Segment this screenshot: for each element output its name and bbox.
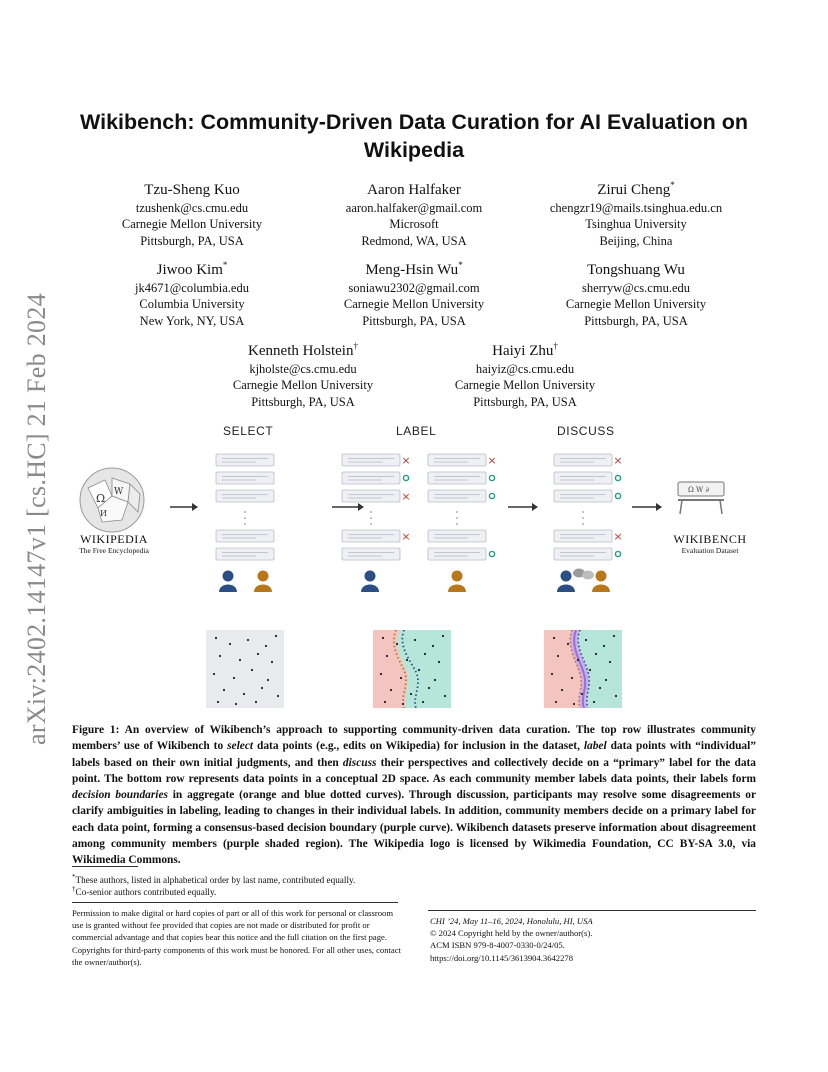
data-point bbox=[603, 645, 605, 647]
footnote-rule bbox=[72, 866, 138, 867]
data-card bbox=[554, 454, 612, 466]
ellipsis-dot bbox=[370, 511, 372, 513]
data-point bbox=[213, 673, 215, 675]
data-point bbox=[229, 643, 231, 645]
data-point bbox=[599, 687, 601, 689]
author-affiliation: Tsinghua University bbox=[585, 217, 687, 232]
data-card bbox=[216, 472, 274, 484]
data-point bbox=[615, 695, 617, 697]
ellipsis-dot bbox=[244, 511, 246, 513]
data-point bbox=[428, 687, 430, 689]
ellipsis-dot bbox=[370, 523, 372, 525]
flow-arrow-icon bbox=[632, 503, 662, 511]
data-point bbox=[434, 679, 436, 681]
ellipsis-dot bbox=[370, 517, 372, 519]
data-point bbox=[613, 635, 615, 637]
data-point bbox=[239, 659, 241, 661]
author-mark: † bbox=[553, 341, 558, 351]
author-name: Meng-Hsin Wu bbox=[365, 262, 459, 278]
author-email: aaron.halfaker@gmail.com bbox=[345, 201, 483, 215]
flow-arrow-icon bbox=[170, 503, 198, 511]
data-card bbox=[428, 530, 486, 542]
data-point bbox=[251, 669, 253, 671]
wikipedia-tagline: The Free Encyclopedia bbox=[79, 546, 149, 555]
data-point bbox=[585, 639, 587, 641]
copyright-line: © 2024 Copyright held by the owner/author(s). bbox=[430, 928, 593, 939]
data-card bbox=[342, 454, 400, 466]
cross-mark-icon: × bbox=[401, 490, 411, 503]
author-card bbox=[193, 336, 413, 410]
ellipsis-dot bbox=[456, 517, 458, 519]
data-point bbox=[396, 643, 398, 645]
data-point bbox=[255, 701, 257, 703]
data-point bbox=[386, 655, 388, 657]
wikipedia-word: WIKIPEDIA bbox=[80, 532, 148, 546]
author-name: Jiwoo Kim bbox=[156, 262, 223, 278]
data-point bbox=[551, 673, 553, 675]
permission-rule bbox=[72, 902, 398, 903]
data-point bbox=[414, 639, 416, 641]
author-name: Haiyi Zhu bbox=[492, 343, 554, 359]
flow-arrow-icon bbox=[332, 503, 364, 511]
paper-title: Wikibench: Community-Driven Data Curation for AI Evaluation on Wikipedia bbox=[80, 110, 748, 162]
data-point bbox=[422, 701, 424, 703]
data-point bbox=[553, 637, 555, 639]
data-card bbox=[428, 548, 486, 560]
author-email: chengzr19@mails.tsinghua.edu.cn bbox=[549, 201, 723, 215]
cross-mark-icon: × bbox=[613, 454, 623, 467]
circle-mark-icon bbox=[615, 551, 620, 556]
data-point bbox=[261, 687, 263, 689]
data-point bbox=[571, 677, 573, 679]
data-card bbox=[428, 472, 486, 484]
author-location: Beijing, China bbox=[599, 233, 673, 248]
cross-mark-icon: × bbox=[487, 454, 497, 467]
author-card bbox=[415, 336, 635, 410]
author-location: Pittsburgh, PA, USA bbox=[140, 233, 244, 248]
author-email: kjholste@cs.cmu.edu bbox=[249, 362, 357, 376]
data-point bbox=[424, 653, 426, 655]
data-point bbox=[567, 643, 569, 645]
author-email: jk4671@columbia.edu bbox=[135, 281, 249, 295]
wikipedia-wordmark bbox=[74, 532, 154, 555]
wikipedia-globe-icon bbox=[80, 468, 144, 532]
data-point bbox=[555, 701, 557, 703]
data-point bbox=[609, 661, 611, 663]
data-point bbox=[219, 655, 221, 657]
svg-text:W: W bbox=[114, 487, 124, 497]
discuss-card-list bbox=[554, 454, 612, 560]
data-point bbox=[390, 689, 392, 691]
permission-notice: Permission to make digital or hard copies of part or all of this work for personal or classroom use is granted without fee provided that copies are not made or distributed for profit or commercial advantage and that copies bear this notice and the full citation on the first page. Copyrights for third-party components of this work must be honored. For all other uses, contact the owner/author(s). bbox=[72, 908, 401, 967]
conference-venue: CHI ’24, May 11–16, 2024, Honolulu, HI, USA bbox=[430, 916, 593, 926]
circle-mark-icon bbox=[403, 475, 408, 480]
author-email: tzushenk@cs.cmu.edu bbox=[135, 201, 249, 215]
data-card bbox=[554, 530, 612, 542]
cross-mark-icon: × bbox=[401, 454, 411, 467]
ellipsis-dot bbox=[456, 523, 458, 525]
circle-mark-icon bbox=[489, 551, 494, 556]
svg-text:И: И bbox=[100, 509, 107, 518]
cross-mark-icon: × bbox=[401, 530, 411, 543]
author-name: Aaron Halfaker bbox=[367, 182, 461, 198]
author-card bbox=[304, 175, 524, 249]
data-point bbox=[275, 635, 277, 637]
figure-1 bbox=[70, 418, 760, 716]
author-location: Redmond, WA, USA bbox=[361, 233, 467, 248]
data-card bbox=[216, 530, 274, 542]
author-email: soniawu2302@gmail.com bbox=[348, 281, 480, 295]
circle-mark-icon bbox=[489, 493, 494, 498]
data-point bbox=[410, 693, 412, 695]
author-location: Pittsburgh, PA, USA bbox=[473, 394, 577, 409]
stage-label-select: SELECT bbox=[223, 424, 274, 438]
ellipsis-dot bbox=[244, 523, 246, 525]
data-point bbox=[593, 701, 595, 703]
data-card bbox=[342, 490, 400, 502]
author-location: New York, NY, USA bbox=[139, 313, 245, 328]
data-point bbox=[589, 669, 591, 671]
data-point bbox=[442, 635, 444, 637]
data-card bbox=[554, 490, 612, 502]
data-card bbox=[216, 490, 274, 502]
data-point bbox=[557, 655, 559, 657]
author-mark: † bbox=[353, 341, 358, 351]
ellipsis-dot bbox=[244, 517, 246, 519]
data-point bbox=[243, 693, 245, 695]
author-affiliation: Carnegie Mellon University bbox=[565, 297, 707, 312]
data-point bbox=[432, 645, 434, 647]
speech-bubble-icon bbox=[573, 569, 594, 580]
user-icon bbox=[592, 571, 610, 593]
data-point bbox=[400, 677, 402, 679]
author-email: sherryw@cs.cmu.edu bbox=[581, 281, 690, 295]
data-point bbox=[418, 669, 420, 671]
data-point bbox=[382, 637, 384, 639]
data-point bbox=[271, 661, 273, 663]
author-mark: * bbox=[670, 180, 675, 190]
author-name: Kenneth Holstein bbox=[248, 343, 354, 359]
data-point bbox=[265, 645, 267, 647]
ellipsis-dot bbox=[582, 517, 584, 519]
author-affiliation: Microsoft bbox=[389, 217, 439, 232]
caption-label: Figure 1: bbox=[72, 724, 120, 736]
scatter-plot-select bbox=[206, 630, 284, 708]
author-card bbox=[304, 255, 524, 329]
data-point bbox=[444, 695, 446, 697]
data-card bbox=[554, 472, 612, 484]
footnote: *These authors, listed in alphabetical order by last name, contributed equally. bbox=[72, 873, 356, 886]
data-card bbox=[216, 454, 274, 466]
doi-link[interactable]: https://doi.org/10.1145/3613904.3642278 bbox=[430, 952, 573, 963]
author-email: haiyiz@cs.cmu.edu bbox=[475, 362, 575, 376]
author-location: Pittsburgh, PA, USA bbox=[251, 394, 355, 409]
author-card bbox=[82, 255, 302, 329]
user-icon bbox=[219, 571, 237, 593]
author-affiliation: Carnegie Mellon University bbox=[343, 297, 485, 312]
data-point bbox=[235, 703, 237, 705]
svg-text:Ω: Ω bbox=[96, 492, 106, 505]
data-point bbox=[380, 673, 382, 675]
data-point bbox=[217, 701, 219, 703]
author-name: Tzu-Sheng Kuo bbox=[144, 182, 240, 198]
author-affiliation: Carnegie Mellon University bbox=[454, 378, 596, 393]
data-point bbox=[438, 661, 440, 663]
arxiv-stamp: arXiv:2402.14147v1 [cs.HC] 21 Feb 2024 bbox=[22, 293, 51, 745]
data-point bbox=[581, 693, 583, 695]
user-icons bbox=[219, 571, 610, 593]
figure-caption: Figure 1: An overview of Wikibench’s approach to supporting community-driven data curation. The top row illustrates community members’ use of Wikibench to select data points (e.g., edits on Wikipedia) for inclusion in the dataset, label data points with “individual” labels based on their own initial judgments, and then discuss their perspectives and collectively decide on a “primary” label for the data point. The bottom row represents data points in a conceptual 2D space. As each community member labels data points, their labels form decision boundaries in aggregate (orange and blue dotted curves). Through discussion, participants may resolve some disagreements or clarify ambiguities in labeling, leading to changes in their individual labels. In addition, community members decide on a primary label for each data point, forming a consensus-based decision boundary (purple curve). Wikibench datasets preserve information about disagreement among community members (purple shaded region). The Wikipedia logo is licensed by Wikimedia Foundation, CC BY-SA 3.0, via Wikimedia Commons. bbox=[72, 724, 757, 867]
data-card bbox=[428, 454, 486, 466]
stage-label-label: LABEL bbox=[396, 424, 437, 438]
author-affiliation: Carnegie Mellon University bbox=[121, 217, 263, 232]
data-card bbox=[428, 490, 486, 502]
wikibench-word: WIKIBENCH bbox=[673, 532, 747, 546]
data-point bbox=[257, 653, 259, 655]
user-icon bbox=[254, 571, 272, 593]
data-point bbox=[277, 695, 279, 697]
author-location: Pittsburgh, PA, USA bbox=[584, 313, 688, 328]
data-point bbox=[384, 701, 386, 703]
data-point bbox=[561, 689, 563, 691]
author-card bbox=[526, 175, 746, 249]
circle-mark-icon bbox=[615, 475, 620, 480]
figure-diagram bbox=[70, 418, 760, 716]
conference-info bbox=[430, 915, 760, 964]
svg-text:Ω W ∂: Ω W ∂ bbox=[688, 486, 710, 494]
data-point bbox=[247, 639, 249, 641]
data-card bbox=[554, 548, 612, 560]
data-point bbox=[605, 679, 607, 681]
author-name: Zirui Cheng bbox=[597, 182, 671, 198]
author-card bbox=[526, 255, 746, 329]
author-name: Tongshuang Wu bbox=[587, 262, 685, 278]
ellipsis-dot bbox=[582, 511, 584, 513]
data-point bbox=[573, 703, 575, 705]
circle-mark-icon bbox=[489, 475, 494, 480]
data-card bbox=[342, 472, 400, 484]
data-point bbox=[223, 689, 225, 691]
ellipsis-dot bbox=[456, 511, 458, 513]
wikibench-tagline: Evaluation Dataset bbox=[681, 546, 739, 555]
data-point bbox=[577, 659, 579, 661]
flow-arrow-icon bbox=[508, 503, 538, 511]
data-point bbox=[215, 637, 217, 639]
user-icon bbox=[361, 571, 379, 593]
data-point bbox=[233, 677, 235, 679]
scatter-plot-label bbox=[373, 630, 451, 708]
data-point bbox=[402, 703, 404, 705]
wikibench-wordmark bbox=[670, 532, 750, 555]
circle-mark-icon bbox=[615, 493, 620, 498]
data-point bbox=[406, 659, 408, 661]
stage-label-discuss: DISCUSS bbox=[557, 424, 615, 438]
user-icon bbox=[557, 571, 575, 593]
select-card-list bbox=[216, 454, 274, 560]
data-card bbox=[342, 548, 400, 560]
chi-rule bbox=[428, 910, 756, 911]
wikibench-bench-icon bbox=[678, 482, 724, 514]
data-point bbox=[267, 679, 269, 681]
author-affiliation: Columbia University bbox=[139, 297, 245, 312]
author-location: Pittsburgh, PA, USA bbox=[362, 313, 466, 328]
user-icon bbox=[448, 571, 466, 593]
author-mark: * bbox=[458, 260, 463, 270]
author-card bbox=[82, 175, 302, 249]
isbn-line: ACM ISBN 979-8-4007-0330-0/24/05. bbox=[430, 940, 565, 951]
data-point bbox=[595, 653, 597, 655]
label-card-list-b bbox=[428, 454, 486, 560]
ellipsis-dot bbox=[582, 523, 584, 525]
author-affiliation: Carnegie Mellon University bbox=[232, 378, 374, 393]
data-card bbox=[342, 530, 400, 542]
author-mark: * bbox=[222, 260, 228, 270]
data-card bbox=[216, 548, 274, 560]
footnote: †Co-senior authors contributed equally. bbox=[72, 885, 217, 898]
scatter-plot-discuss bbox=[544, 630, 622, 708]
cross-mark-icon: × bbox=[613, 530, 623, 543]
